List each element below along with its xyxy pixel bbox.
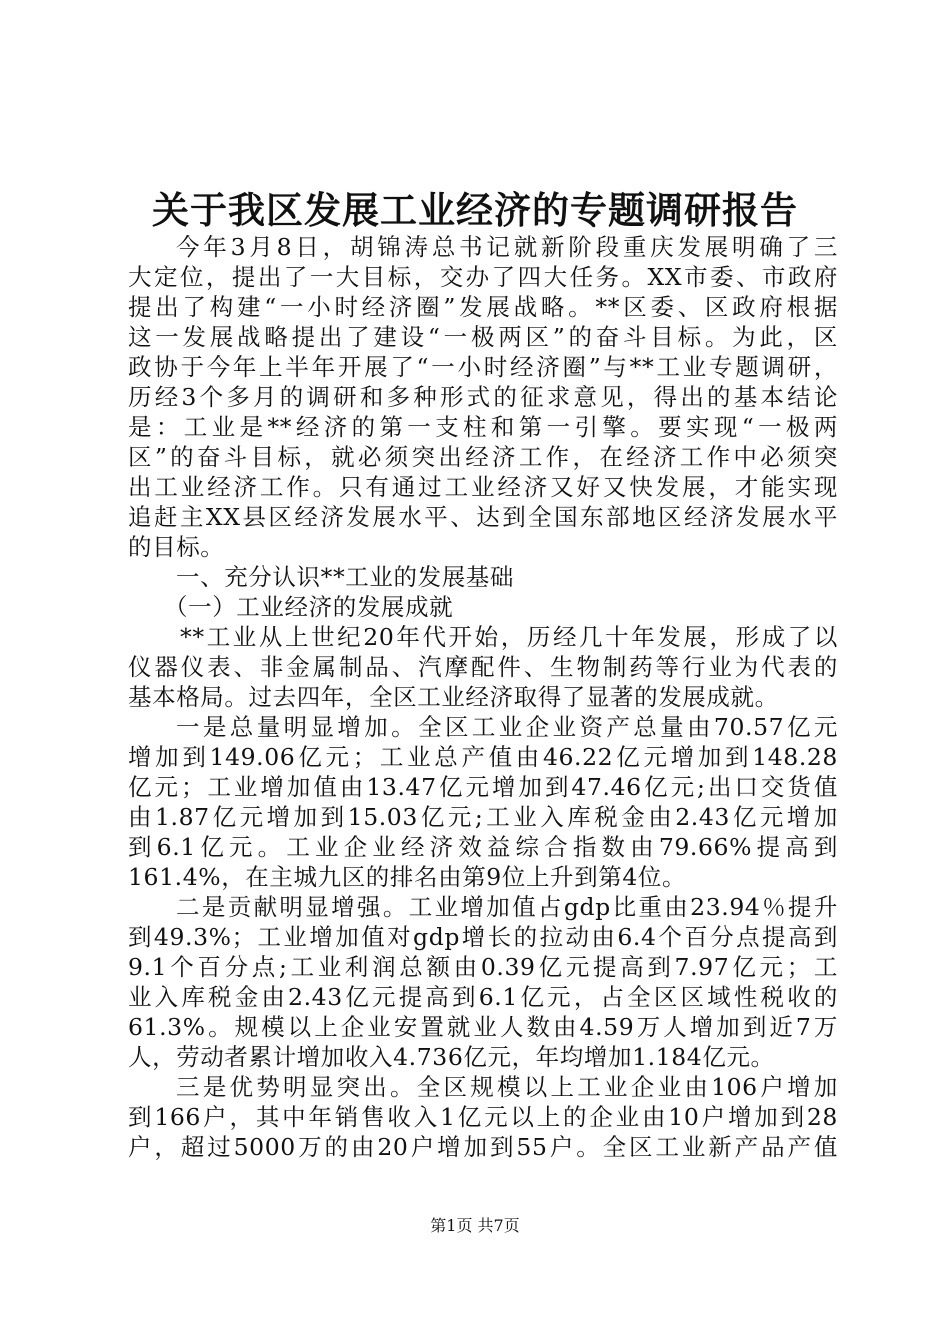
subsection-heading: （一）工业经济的发展成就 xyxy=(164,593,454,621)
text-line: 9.1个百分点;工业利润总额由0.39亿元提高到7.97亿元；工 xyxy=(128,953,838,981)
text-line: 到49.3%；工业增加值对gdp增长的拉动由6.4个百分点提高到 xyxy=(128,923,838,951)
text-line: 二是贡献明显增强。工业增加值占gdp比重由23.94％提升 xyxy=(176,893,838,921)
text-line: 提出了构建“一小时经济圈”发展战略。**区委、区政府根据 xyxy=(128,293,838,321)
text-line: 追赶主XX县区经济发展水平、达到全国东部地区经济发展水平 xyxy=(128,503,838,531)
text-line: 基本格局。过去四年，全区工业经济取得了显著的发展成就。 xyxy=(128,683,779,711)
section-heading: 一、充分认识**工业的发展基础 xyxy=(176,563,514,591)
text-line: 到166户，其中年销售收入1亿元以上的企业由10户增加到28 xyxy=(128,1103,838,1131)
text-line: 历经3个多月的调研和多种形式的征求意见，得出的基本结论 xyxy=(128,383,838,411)
text-line: 大定位，提出了一大目标，交办了四大任务。XX市委、市政府 xyxy=(128,263,838,291)
text-line: 出工业经济工作。只有通过工业经济又好又快发展，才能实现 xyxy=(128,473,838,501)
text-line: 一是总量明显增加。全区工业企业资产总量由70.57亿元 xyxy=(176,713,838,741)
text-line: 到6.1亿元。工业企业经济效益综合指数由79.66%提高到 xyxy=(128,833,838,861)
document-body xyxy=(128,232,838,1162)
text-line: 政协于今年上半年开展了“一小时经济圈”与**工业专题调研， xyxy=(128,353,838,381)
text-line: 是：工业是**经济的第一支柱和第一引擎。要实现“一极两 xyxy=(128,413,838,441)
text-line: 区”的奋斗目标，就必须突出经济工作，在经济工作中必须突 xyxy=(128,443,838,471)
text-line: **工业从上世纪20年代开始，历经几十年发展，形成了以 xyxy=(180,623,838,651)
text-line: 仪器仪表、非金属制品、汽摩配件、生物制药等行业为代表的 xyxy=(128,653,838,681)
text-line: 增加到149.06亿元；工业总产值由46.22亿元增加到148.28 xyxy=(128,743,838,771)
page-number-footer: 第1页 共7页 xyxy=(430,1216,520,1235)
text-line: 亿元；工业增加值由13.47亿元增加到47.46亿元;出口交货值 xyxy=(128,773,838,801)
text-line: 的目标。 xyxy=(128,533,225,561)
text-line: 三是优势明显突出。全区规模以上工业企业由106户增加 xyxy=(176,1073,838,1101)
text-line: 人，劳动者累计增加收入4.736亿元，年均增加1.184亿元。 xyxy=(128,1043,775,1071)
text-line: 户，超过5000万的由20户增加到55户。全区工业新产品产值 xyxy=(128,1133,838,1161)
text-line: 161.4%，在主城九区的排名由第9位上升到第4位。 xyxy=(128,863,687,891)
text-line: 61.3%。规模以上企业安置就业人数由4.59万人增加到近7万 xyxy=(128,1013,838,1041)
text-line: 由1.87亿元增加到15.03亿元;工业入库税金由2.43亿元增加 xyxy=(128,803,838,831)
document-title: 关于我区发展工业经济的专题调研报告 xyxy=(152,188,798,232)
text-line: 业入库税金由2.43亿元提高到6.1亿元，占全区区域性税收的 xyxy=(128,983,838,1011)
text-line: 今年3月8日，胡锦涛总书记就新阶段重庆发展明确了三 xyxy=(176,233,838,261)
text-line: 这一发展战略提出了建设“一极两区”的奋斗目标。为此，区 xyxy=(128,323,838,351)
